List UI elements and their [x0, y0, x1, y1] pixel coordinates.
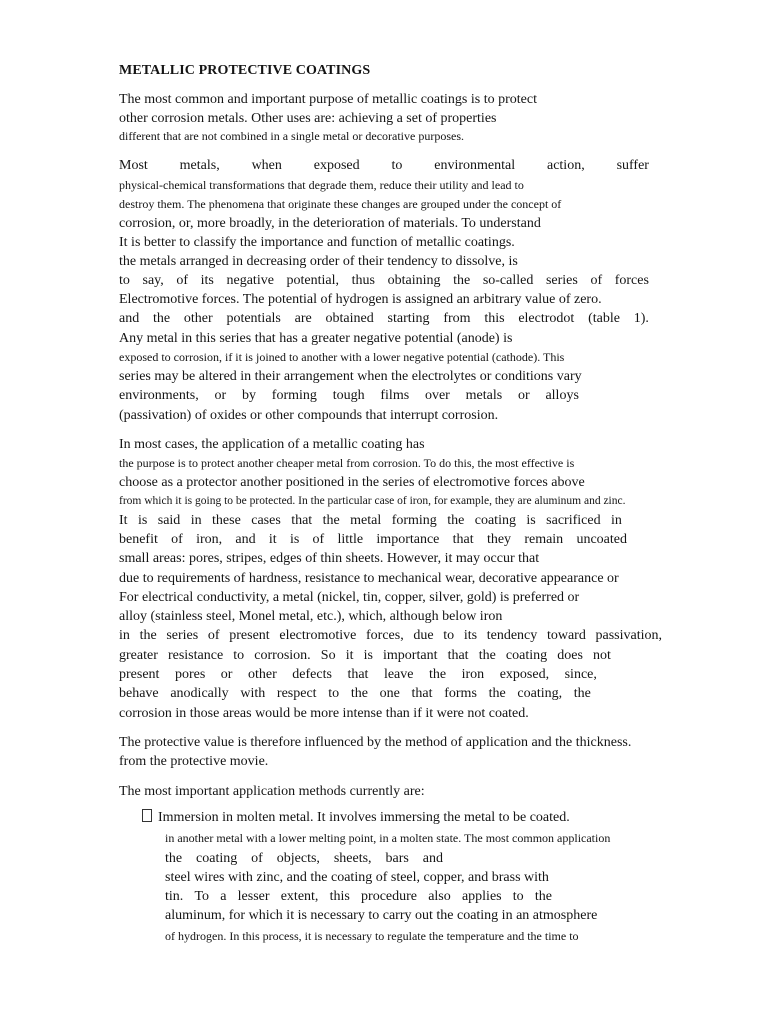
word: To [194, 889, 210, 904]
paragraph-line [119, 272, 649, 289]
word: is [363, 648, 373, 663]
paragraph-line [119, 157, 649, 174]
paragraph-line: the metals arranged in decreasing order of their tendency to dissolve, is [119, 254, 518, 269]
word: are [294, 311, 312, 326]
word: importance [376, 532, 440, 547]
word: that [291, 513, 313, 528]
bullet-line: in another metal with a lower melting point, in a molten state. The most common application [165, 831, 611, 845]
paragraph-line: Any metal in this series that has a greater negative potential (anode) is [119, 331, 513, 346]
line-text: other corrosion metals. Other uses are: achieving a set of properties [119, 111, 497, 126]
word: obtained [325, 311, 374, 326]
word: metal [350, 513, 382, 528]
word: cases [251, 513, 281, 528]
paragraph-line: corrosion in those areas would be more intense than if it were not coated. [119, 706, 529, 721]
bullet-line: steel wires with zinc, and the coating of steel, copper, and brass with [165, 870, 549, 885]
word: that [347, 667, 369, 682]
word: its [200, 273, 214, 288]
paragraph-line: (passivation) of oxides or other compounds that interrupt corrosion. [119, 408, 499, 423]
word: since, [564, 667, 597, 682]
word: iron, [196, 532, 223, 547]
word: of [590, 273, 603, 288]
paragraph-line: destroy them. The phenomena that originate these changes are grouped under the concept of [119, 197, 562, 211]
word: and [119, 311, 140, 326]
word: forming [271, 388, 317, 403]
word: suffer [616, 158, 649, 173]
word: when [251, 158, 282, 173]
word: the [350, 686, 368, 701]
word: defects [292, 667, 332, 682]
word: forces, [366, 628, 404, 643]
word: from [443, 311, 471, 326]
word: bars [385, 851, 409, 866]
word: environments, [119, 388, 199, 403]
word: in [611, 513, 622, 528]
word: by [241, 388, 256, 403]
word: coating [474, 513, 516, 528]
word: benefit [119, 532, 158, 547]
word: that [411, 686, 433, 701]
paragraph-line: different that are not combined in a single metal or decorative purposes. [119, 129, 464, 143]
word: present [229, 628, 270, 643]
word: and [235, 532, 256, 547]
word: pores [174, 667, 206, 682]
word: the [447, 513, 465, 528]
word: they [486, 532, 512, 547]
bullet-line: of hydrogen. In this process, it is necessary to regulate the temperature and the time to [165, 929, 579, 943]
word: that [447, 648, 469, 663]
paragraph-line: series may be altered in their arrangement when the electrolytes or conditions vary [119, 369, 582, 384]
paragraph-line [119, 387, 579, 404]
word: with [240, 686, 266, 701]
word: tough [332, 388, 365, 403]
word: remain [524, 532, 564, 547]
word: greater [119, 648, 158, 663]
word: to [328, 686, 340, 701]
word: alloys [545, 388, 579, 403]
word: series [166, 628, 199, 643]
word: so-called [482, 273, 534, 288]
word: is [137, 513, 148, 528]
word: or [517, 388, 530, 403]
paragraph-line: physical-chemical transformations that degrade them, reduce their utility and lead to [119, 178, 524, 192]
bullet-box-icon [142, 809, 152, 822]
word: present [119, 667, 160, 682]
paragraph-line: It is better to classify the importance and function of metallic coatings. [119, 235, 515, 250]
word: passivation, [595, 628, 662, 643]
word: due [413, 628, 434, 643]
word: its [463, 628, 478, 643]
word: corrosion. [254, 648, 311, 663]
word: not [593, 648, 611, 663]
word: forces [614, 273, 649, 288]
word: in [119, 628, 130, 643]
paragraph-line: the purpose is to protect another cheaper metal from corrosion. To do this, the most effective is [119, 456, 575, 470]
paragraph-line [119, 685, 591, 702]
word: one [379, 686, 400, 701]
word: other [247, 667, 277, 682]
word: the [139, 628, 157, 643]
word: films [380, 388, 410, 403]
paragraph-line: from the protective movie. [119, 754, 269, 769]
bullet-heading: Immersion in molten metal. It involves immersing the metal to be coated. [158, 810, 570, 825]
word: or [220, 667, 233, 682]
word: leave [383, 667, 414, 682]
paragraph-line: The most important application methods currently are: [119, 784, 425, 799]
word: electromotive [279, 628, 357, 643]
paragraph-line: choose as a protector another positioned in the series of electromotive forces above [119, 475, 585, 490]
paragraph-line [119, 531, 627, 548]
word: important [383, 648, 438, 663]
word: tendency [486, 628, 538, 643]
word: So [320, 648, 336, 663]
word: anodically [170, 686, 229, 701]
paragraph-line: The protective value is therefore influenced by the method of application and the thickness. [119, 735, 632, 750]
word: sacrificed [546, 513, 601, 528]
word: these [212, 513, 241, 528]
word: to [443, 628, 455, 643]
word: the [488, 686, 506, 701]
word: coating [196, 851, 238, 866]
word: the [429, 667, 447, 682]
word: or [214, 388, 227, 403]
paragraph-line: The most common and important purpose of metallic coatings is to protect [119, 92, 537, 107]
word: electrodot [518, 311, 575, 326]
word: lesser [237, 889, 270, 904]
word: exposed [313, 158, 360, 173]
paragraph-line [119, 666, 597, 683]
word: environmental [434, 158, 516, 173]
word: Most [119, 158, 148, 173]
paragraph-line [119, 512, 622, 529]
word: the [153, 311, 171, 326]
word: this [329, 889, 350, 904]
paragraph-line: alloy (stainless steel, Monel metal, etc.), which, although below iron [119, 609, 503, 624]
word: over [424, 388, 450, 403]
word: other [183, 311, 213, 326]
word: and [422, 851, 443, 866]
word: of [171, 532, 183, 547]
word: metals, [179, 158, 220, 173]
word: uncoated [576, 532, 627, 547]
word: a [220, 889, 227, 904]
word: the [534, 889, 552, 904]
word: this [484, 311, 505, 326]
word: to [391, 158, 403, 173]
word: It [119, 513, 128, 528]
paragraph-line [119, 110, 649, 127]
paragraph-line: exposed to corrosion, if it is joined to another with a lower negative potential (cathode). This [119, 350, 565, 364]
word: resistance [167, 648, 224, 663]
paragraph-line [119, 627, 662, 644]
word: action, [546, 158, 585, 173]
word: is [289, 532, 300, 547]
paragraph-line: Electromotive forces. The potential of hydrogen is assigned an arbitrary value of zero. [119, 292, 602, 307]
word: the [573, 686, 591, 701]
word: series [545, 273, 578, 288]
bullet-line [165, 850, 443, 867]
word: exposed, [499, 667, 550, 682]
word: of [176, 273, 189, 288]
paragraph-line: In most cases, the application of a metallic coating has [119, 437, 425, 452]
word: respect [276, 686, 317, 701]
word: iron [461, 667, 485, 682]
word: to [512, 889, 524, 904]
word: metals [465, 388, 503, 403]
paragraph-line: For electrical conductivity, a metal (nickel, tin, copper, silver, gold) is preferred or [119, 590, 580, 605]
word: of [207, 628, 220, 643]
document-title: METALLIC PROTECTIVE COATINGS [119, 63, 371, 78]
bullet-item [142, 809, 570, 826]
word: obtaining [387, 273, 441, 288]
word: coating [505, 648, 548, 663]
word: the [322, 513, 340, 528]
word: toward [546, 628, 586, 643]
word: 1). [633, 311, 649, 326]
word: little [337, 532, 364, 547]
word: also [428, 889, 451, 904]
paragraph-line: from which it is going to be protected. In the particular case of iron, for example, they are aluminum and zinc. [119, 495, 626, 507]
word: say, [142, 273, 164, 288]
word: tin. [165, 889, 184, 904]
word: is [526, 513, 536, 528]
word: to [119, 273, 130, 288]
word: objects, [276, 851, 320, 866]
paragraph-line: corrosion, or, more broadly, in the deterioration of materials. To understand [119, 216, 541, 231]
word: thus [351, 273, 375, 288]
paragraph-line [119, 310, 649, 327]
paragraph-line: small areas: pores, stripes, edges of thin sheets. However, it may occur that [119, 551, 540, 566]
word: of [251, 851, 263, 866]
word: coating, [517, 686, 563, 701]
word: negative [226, 273, 274, 288]
word: does [557, 648, 583, 663]
word: extent, [280, 889, 319, 904]
word: applies [461, 889, 502, 904]
word: the [165, 851, 183, 866]
word: the [478, 648, 496, 663]
word: (table [588, 311, 620, 326]
word: starting [387, 311, 430, 326]
word: it [345, 648, 354, 663]
paragraph-line [119, 647, 611, 664]
word: it [268, 532, 277, 547]
word: procedure [361, 889, 418, 904]
word: sheets, [333, 851, 372, 866]
paragraph-line: due to requirements of hardness, resistance to mechanical wear, decorative appearance or [119, 571, 619, 586]
word: potential, [286, 273, 340, 288]
word: the [453, 273, 471, 288]
word: behave [119, 686, 159, 701]
word: forms [444, 686, 477, 701]
word: in [190, 513, 202, 528]
bullet-line [165, 888, 552, 905]
word: to [233, 648, 245, 663]
bullet-line: aluminum, for which it is necessary to carry out the coating in an atmosphere [165, 908, 598, 923]
word: forming [391, 513, 437, 528]
word: potentials [226, 311, 281, 326]
word: said [157, 513, 181, 528]
word: of [312, 532, 325, 547]
word: that [452, 532, 474, 547]
